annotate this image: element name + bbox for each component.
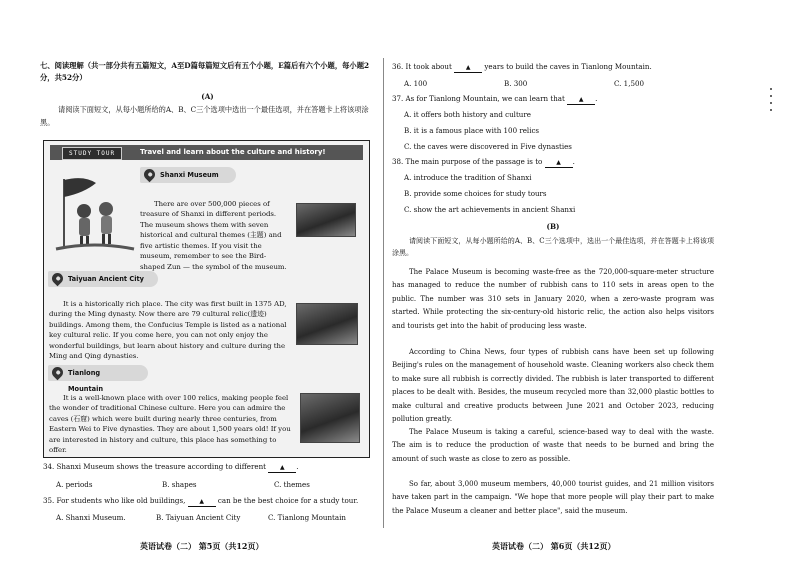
passage-b-paragraph-2: According to China News, four types of rubbish cans have been set up following Beijing's rules on the management of household waste. Cleaning workers also check them to make sure all rubbish is correctly divided. The rubbish is later transported to different places to be dealt with. Besides, the museum recycled more than 32,000 plastic bottles to make cultural and creative products between June 2021 and October 2023, reducing pollution greatly.: [392, 348, 714, 424]
banner-title: Travel and learn about the culture and history!: [140, 148, 326, 156]
answer-blank[interactable]: ▲: [545, 158, 573, 168]
answer-blank[interactable]: ▲: [188, 497, 216, 507]
option-34b: B. shapes: [162, 480, 197, 489]
question-35: 35. For students who like old buildings, ▲ can be the best choice for a study tour.: [43, 496, 359, 505]
location-pin-icon: [50, 271, 66, 287]
passage-b-paragraph-1: The Palace Museum is becoming waste-free as the 720,000-square-meter structure has managed to reduce the number of rubbish cans to 110 sets in areas open to the public. The number was 310 sets in January 2020, when a zero-waste program was started. While protecting the six-century-old historic relic, the action also helps visitors and tourists get into the habit of producing less waste.: [392, 268, 714, 330]
option-36c: C. 1,500: [614, 79, 644, 88]
option-37b: B. it is a famous place with 100 relics: [404, 126, 540, 135]
left-page: [40, 0, 375, 561]
option-34c: C. themes: [274, 480, 310, 489]
option-38a: A. introduce the tradition of Shanxi: [404, 173, 532, 182]
question-37: 37. As for Tianlong Mountain, we can learn that ▲ .: [392, 94, 598, 103]
location-pin-icon: [142, 167, 158, 183]
place-label-taiyuan-ancient-city: Taiyuan Ancient City: [48, 271, 158, 287]
right-page: [392, 0, 714, 561]
option-37a: A. it offers both history and culture: [404, 110, 531, 119]
option-38c: C. show the art achievements in ancient Shanxi: [404, 205, 576, 214]
page-footer-left: 英语试卷（二） 第5页（共12页）: [140, 541, 264, 551]
option-34a: A. periods: [56, 480, 93, 489]
museum-photo: [296, 203, 356, 237]
ancient-city-photo: [296, 303, 358, 345]
option-35b: B. Taiyuan Ancient City: [156, 513, 241, 522]
answer-blank[interactable]: ▲: [454, 63, 482, 73]
study-tour-box: [43, 140, 370, 458]
question-36: 36. It took about ▲ years to build the caves in Tianlong Mountain.: [392, 62, 652, 71]
page-divider: [383, 58, 384, 528]
passage-a-title: (A): [201, 92, 214, 101]
page-footer-right: 英语试卷（二） 第6页（共12页）: [492, 541, 616, 551]
margin-marks: [770, 88, 774, 118]
option-35a: A. Shanxi Museum.: [56, 513, 126, 522]
answer-blank[interactable]: ▲: [268, 463, 296, 473]
place-label-tianlong-mountain: Tianlong Mountain: [48, 365, 148, 381]
option-36a: A. 100: [404, 79, 428, 88]
option-35c: C. Tianlong Mountain: [268, 513, 346, 522]
kids-flag-illustration: [54, 175, 136, 253]
question-38: 38. The main purpose of the passage is to ▲ .: [392, 157, 575, 166]
shanxi-museum-text: There are over 500,000 pieces of treasure of Shanxi in different periods. The museum shows them with seven historical and cultural themes (主题) and five artistic themes. If you visit the museum, remember to see the Bird-shaped Zun — the symbol of the museum.: [140, 200, 287, 271]
question-34: 34. Shanxi Museum shows the treasure according to different ▲ .: [43, 462, 299, 471]
tianlong-mountain-text: It is a well-known place with over 100 relics, making people feel the wonder of traditional Chinese culture. Here you can admire the caves (石窟) which were built during nearly three centuries, from Eastern Wei to Five dynasties. They are about 1,500 years old! If you are interested in history and culture, this place has something to offer.: [49, 394, 291, 455]
answer-blank[interactable]: ▲: [567, 95, 595, 105]
location-pin-icon: [50, 365, 66, 381]
section-header: 七、阅读理解（共一部分共有五篇短文，A至D篇每篇短文后有五个小题，E篇后有六个小题，每小题2分，共52分）: [40, 61, 370, 83]
option-37c: C. the caves were discovered in Five dynasties: [404, 142, 572, 151]
option-36b: B. 300: [504, 79, 528, 88]
passage-b-paragraph-3: The Palace Museum is taking a careful, science-based way to deal with the waste. The aim is to reduce the production of waste that needs to be burned and bring the amount of such waste as close to zero as possible.: [392, 428, 714, 463]
passage-b-title: (B): [546, 222, 560, 231]
instruction-a: 请阅读下面短文，从每小题所给的A、B、C三个选项中选出一个最佳选项，并在答题卡上将该项涂黑。: [40, 105, 369, 127]
taiyuan-ancient-city-text: It is a historically rich place. The city was first built in 1375 AD, during the Ming dynasty. Now there are 79 cultural relic(遗迹) buildings. Among them, the Confucius Temple is listed as a national key cultural relic. If you come here, you can not only enjoy the wonderful buildings, but learn about history and culture during the Ming and Qing dynasties.: [49, 300, 287, 361]
caves-photo: [300, 393, 360, 443]
option-38b: B. provide some choices for study tours: [404, 189, 547, 198]
banner-tag: STUDY TOUR: [62, 147, 122, 160]
place-label-shanxi-museum: Shanxi Museum: [140, 167, 236, 183]
study-tour-banner: [50, 145, 363, 160]
passage-b-paragraph-4: So far, about 3,000 museum members, 40,000 tourist guides, and 21 million visitors have taken part in the campaign. "We hope that more people will play their part to make the Palace Museum a cleaner and better place", said the museum.: [392, 480, 714, 515]
instruction-b: 请阅读下面短文，从每小题所给的A、B、C三个选项中，选出一个最佳选项，并在答题卡上将该项涂黑。: [392, 237, 714, 258]
